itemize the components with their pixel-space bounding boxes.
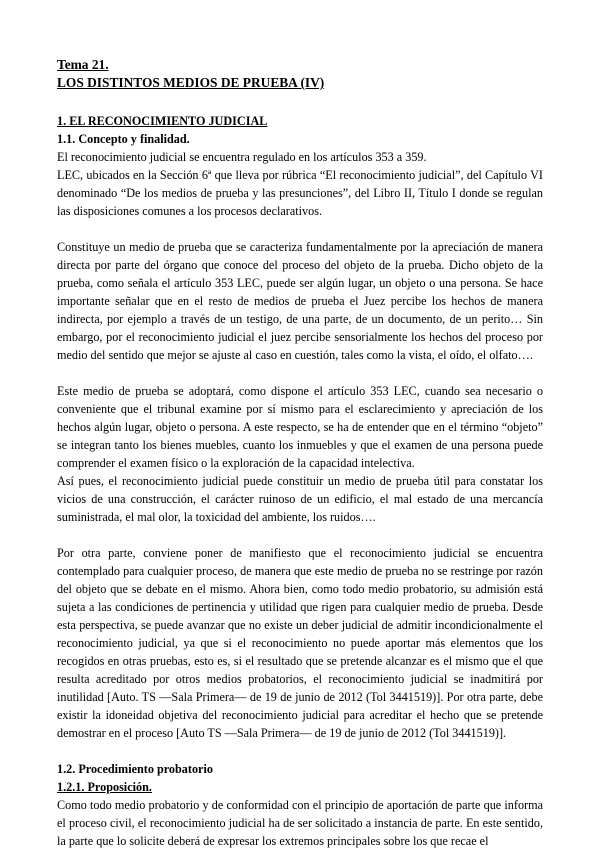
- spacer: [57, 220, 543, 238]
- document-page: [57, 56, 543, 850]
- paragraph: Constituye un medio de prueba que se caracteriza fundamentalmente por la apreciación de manera directa por parte del órgano que conoce del proceso del objeto de la prueba. Dicho objeto de la prueba, como señala el artículo 353 LEC, puede ser algún lugar, un objeto o una persona. Se hace importante señalar que en el resto de medios de prueba el Juez percibe los hechos de manera indirecta, por ejemplo a través de un testigo, de una parte, de un documento, de un perito… Sin embargo, por el reconocimiento judicial el juez percibe sensorialmente los hechos del proceso por medio del sentido que mejor se ajuste al caso en cuestión, tales como la vista, el oído, el olfato….: [57, 240, 543, 362]
- section-heading: 1. EL RECONOCIMIENTO JUDICIAL: [57, 114, 268, 128]
- subsubsection-heading: 1.2.1. Proposición.: [57, 780, 152, 794]
- paragraph: Este medio de prueba se adoptará, como dispone el artículo 353 LEC, cuando sea necesario o conveniente que el tribunal examine por sí mismo para el esclarecimiento y apreciación de los hechos algún lugar, objeto o persona. A este respecto, se ha de entender que en el término “objeto” se integran tanto los bienes muebles, cuanto los inmuebles y que el examen de una persona puede comprender el examen físico o la exploración de la capacidad intelectiva.: [57, 384, 543, 470]
- paragraph: Como todo medio probatorio y de conformidad con el principio de aportación de parte que informa el proceso civil, el reconocimiento judicial ha de ser solicitado a instancia de parte. En este sentido, la parte que lo solicite deberá de expresar los extremos principales sobre los que recae el: [57, 798, 543, 848]
- paragraph: Así pues, el reconocimiento judicial puede constituir un medio de prueba útil para constatar los vicios de una construcción, el carácter ruinoso de un edificio, el mal estado de una mercancía suministrada, el mal olor, la toxicidad del ambiente, los ruidos….: [57, 474, 543, 524]
- spacer: [57, 526, 543, 544]
- subsection-heading: 1.1. Concepto y finalidad.: [57, 132, 190, 146]
- topic-number: Tema 21.: [57, 57, 109, 72]
- paragraph: Por otra parte, conviene poner de manifiesto que el reconocimiento judicial se encuentra contemplado para cualquier proceso, de manera que este medio de prueba no se restringe por razón del objeto que se debate en el mismo. Ahora bien, como todo medio probatorio, su admisión está sujeta a las condiciones de pertinencia y utilidad que rigen para cualquier medio de prueba. Desde esta perspectiva, se puede avanzar que no existe un deber judicial de admitir incondicionalmente el reconocimiento judicial, ya que si el reconocimiento no puede aportar más elementos que los recogidos en otras pruebas, esto es, si el resultado que se pretende alcanzar es el mismo que el que resulta acreditado por otros medios probatorios, el reconocimiento judicial se inadmitirá por inutilidad [Auto. TS —Sala Primera— de 19 de junio de 2012 (Tol 3441519)]. Por otra parte, debe existir la idoneidad objetiva del reconocimiento judicial para acreditar el hecho que se pretende demostrar en el proceso [Auto TS —Sala Primera— de 19 de junio de 2012 (Tol 3441519)].: [57, 546, 543, 740]
- subsection-heading: 1.2. Procedimiento probatorio: [57, 762, 213, 776]
- spacer: [57, 92, 543, 112]
- spacer: [57, 364, 543, 382]
- paragraph: LEC, ubicados en la Sección 6ª que lleva por rúbrica “El reconocimiento judicial”, del Capítulo VI denominado “De los medios de prueba y las presunciones”, del Libro II, Título I donde se regulan las disposiciones comunes a los procesos declarativos.: [57, 168, 543, 218]
- spacer: [57, 742, 543, 760]
- paragraph: El reconocimiento judicial se encuentra regulado en los artículos 353 a 359.: [57, 150, 427, 164]
- topic-title: LOS DISTINTOS MEDIOS DE PRUEBA (IV): [57, 75, 325, 90]
